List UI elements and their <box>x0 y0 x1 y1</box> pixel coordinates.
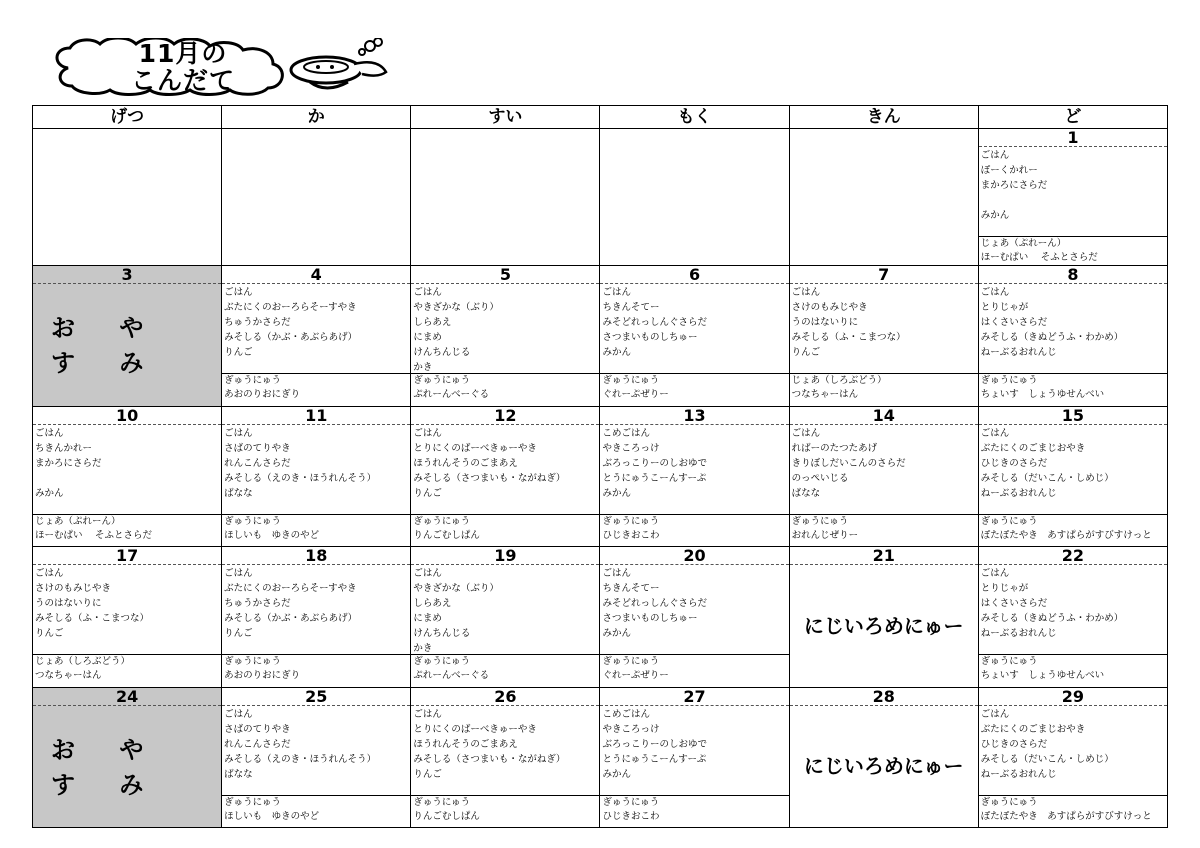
lunch-menu <box>600 565 788 655</box>
menu-item: ごはん <box>980 427 1010 439</box>
lunch-menu <box>600 706 788 796</box>
menu-item: みそしる（かぶ・あぶらあげ） <box>224 332 358 343</box>
menu-item: しらあえ <box>413 317 452 328</box>
lunch-menu <box>222 425 410 515</box>
menu-item: ごはん <box>224 287 253 298</box>
snack-item: りんごむしぱん <box>413 529 480 541</box>
menu-item: みかん <box>980 210 1010 221</box>
day-cell <box>978 406 1167 547</box>
menu-item: ごはん <box>413 427 442 439</box>
snack-menu <box>222 655 410 683</box>
holiday-label: お や す み <box>51 314 162 377</box>
snack-item: ひじきおこわ <box>602 529 660 541</box>
menu-item: かき <box>413 643 433 654</box>
menu-item: ちきんそてー <box>602 583 660 594</box>
menu-item: やきころっけ <box>602 442 660 454</box>
weekday-header: ど <box>978 106 1167 129</box>
empty-day-cell <box>33 129 222 266</box>
title-line-1: 11月の <box>138 39 228 68</box>
snack-item: ひじきおこわ <box>602 810 660 822</box>
menu-item: ごはん <box>602 568 631 579</box>
day-number: 24 <box>33 688 221 706</box>
day-number: 14 <box>790 407 978 425</box>
special-menu-label: にじいろめにゅー <box>803 754 964 778</box>
day-number: 10 <box>33 407 221 425</box>
holiday-label: お や す み <box>51 735 162 799</box>
day-number: 17 <box>33 547 221 565</box>
lunch-menu <box>979 425 1167 515</box>
menu-item: まかろにさらだ <box>980 180 1048 191</box>
menu-item: りんご <box>413 768 442 780</box>
week-row <box>33 266 1168 407</box>
lunch-menu <box>979 706 1167 796</box>
day-cell <box>411 687 600 828</box>
menu-item: りんご <box>224 347 253 358</box>
menu-item: ねーぶるおれんじ <box>980 768 1057 780</box>
snack-menu <box>979 237 1167 265</box>
menu-item: ちきんそてー <box>602 302 660 313</box>
lunch-menu <box>790 425 978 515</box>
snack-item: ぐれーぷぜりー <box>602 389 669 400</box>
menu-item: ごはん <box>224 568 253 579</box>
menu-item: ぶろっこりーのしおゆで <box>602 457 707 469</box>
menu-item: ぶたにくのごまじおやき <box>980 723 1086 735</box>
week-row <box>33 406 1168 547</box>
calendar-body <box>33 129 1168 828</box>
menu-item: にまめ <box>413 613 442 624</box>
lunch-menu <box>33 425 221 515</box>
day-number: 8 <box>979 266 1167 284</box>
snack-item: じょあ（ぷれーん） <box>35 515 121 527</box>
day-cell <box>978 129 1167 266</box>
menu-item: れんこんさらだ <box>224 738 291 750</box>
menu-item: ごはん <box>791 287 821 298</box>
day-cell <box>978 547 1167 688</box>
snack-item: ちょいす しょうゆせんべい <box>980 670 1105 681</box>
day-cell <box>789 547 978 688</box>
menu-item: はくさいさらだ <box>980 598 1048 609</box>
menu-item: ばなな <box>224 487 253 499</box>
menu-item: みそしる（えのき・ほうれんそう） <box>224 472 377 484</box>
menu-item: みそしる（ふ・こまつな） <box>791 332 906 343</box>
snack-item: ぎゅうにゅう <box>224 796 281 808</box>
menu-item: きりぼしだいこんのさらだ <box>791 457 906 469</box>
menu-item: とりじゃが <box>980 583 1029 594</box>
menu-item: りんご <box>791 347 821 358</box>
day-number: 5 <box>411 266 599 284</box>
menu-item: ひじきのさらだ <box>980 457 1048 469</box>
menu-calendar <box>32 105 1168 828</box>
menu-item: みそしる（ふ・こまつな） <box>35 613 150 624</box>
menu-item: れんこんさらだ <box>224 457 291 469</box>
menu-item: ごはん <box>980 150 1010 161</box>
day-number: 18 <box>222 547 410 565</box>
lunch-menu <box>979 284 1167 374</box>
snack-menu <box>600 515 788 543</box>
lunch-menu <box>411 425 599 515</box>
menu-item: ごはん <box>224 427 253 439</box>
day-cell <box>789 266 978 407</box>
menu-item: ごはん <box>980 568 1010 579</box>
menu-item: ぶたにくのおーろらそーすやき <box>224 302 357 313</box>
snack-item: ぎゅうにゅう <box>602 515 660 527</box>
menu-item: みかん <box>602 347 631 358</box>
snack-item: ぎゅうにゅう <box>980 656 1038 667</box>
snack-item: ぐれーぷぜりー <box>602 670 669 681</box>
menu-item: ねーぶるおれんじ <box>980 487 1057 499</box>
day-number: 26 <box>411 688 599 706</box>
snack-menu <box>600 374 788 402</box>
weekday-header: げつ <box>33 106 222 129</box>
menu-item: みそどれっしんぐさらだ <box>602 598 707 609</box>
day-cell <box>33 687 222 828</box>
snack-item: ぎゅうにゅう <box>602 656 660 667</box>
day-cell <box>411 547 600 688</box>
empty-day-cell <box>222 129 411 266</box>
day-number: 21 <box>790 547 978 565</box>
menu-item: ちきんかれー <box>35 442 93 454</box>
lunch-menu <box>222 284 410 374</box>
day-cell <box>33 547 222 688</box>
menu-item: はくさいさらだ <box>980 317 1048 328</box>
snack-menu <box>411 374 599 402</box>
lunch-menu <box>790 284 978 374</box>
lunch-menu <box>600 425 788 515</box>
day-number: 15 <box>979 407 1167 425</box>
menu-item: ごはん <box>413 568 442 579</box>
weekday-header: きん <box>789 106 978 129</box>
snack-item: ぎゅうにゅう <box>791 515 849 527</box>
snack-menu <box>979 374 1167 402</box>
snack-menu <box>222 374 410 402</box>
snack-item: ほしいも ゆきのやど <box>224 529 320 541</box>
day-cell <box>222 687 411 828</box>
day-number: 22 <box>979 547 1167 565</box>
snack-item: ぎゅうにゅう <box>224 515 281 527</box>
day-number: 27 <box>600 688 788 706</box>
snack-menu <box>979 796 1167 824</box>
lunch-menu <box>411 565 599 655</box>
snack-item: ぷれーんべーぐる <box>413 389 490 400</box>
day-cell <box>978 687 1167 828</box>
menu-item: ぽーくかれー <box>980 165 1038 176</box>
day-number: 6 <box>600 266 788 284</box>
menu-item: さけのもみじやき <box>791 302 868 313</box>
lunch-menu <box>411 284 599 374</box>
menu-item: みかん <box>602 487 631 499</box>
snack-item: つなちゃーはん <box>791 389 859 400</box>
week-row <box>33 129 1168 266</box>
menu-item: みそしる（きぬどうふ・わかめ） <box>980 613 1124 624</box>
menu-item: とうにゅうこーんすーぷ <box>602 472 707 484</box>
snack-item: じょあ（しろぶどう） <box>35 656 131 667</box>
day-cell <box>600 687 789 828</box>
day-cell <box>600 406 789 547</box>
empty-day-cell <box>600 129 789 266</box>
snack-menu <box>600 796 788 824</box>
day-number: 19 <box>411 547 599 565</box>
day-cell <box>222 547 411 688</box>
menu-item: みそしる（かぶ・あぶらあげ） <box>224 613 358 624</box>
lunch-menu <box>979 565 1167 655</box>
day-cell <box>600 266 789 407</box>
menu-item: うのはないりに <box>791 317 859 328</box>
snack-menu <box>33 655 221 683</box>
weekday-header: すい <box>411 106 600 129</box>
snack-item: ぽたぽたやき あすぱらがすびすけっと <box>980 810 1152 822</box>
snack-item: ほーむぱい そふとさらだ <box>35 529 153 541</box>
empty-day-cell <box>789 129 978 266</box>
menu-item: ごはん <box>224 708 253 720</box>
menu-item: さけのもみじやき <box>35 583 112 594</box>
snack-item: あおのりおにぎり <box>224 670 301 681</box>
snack-item: ぷれーんべーぐる <box>413 670 490 681</box>
menu-item: ねーぶるおれんじ <box>980 347 1057 358</box>
menu-item: さばのてりやき <box>224 442 291 454</box>
menu-item: にまめ <box>413 332 442 343</box>
menu-item: さつまいものしちゅー <box>602 332 698 343</box>
menu-item: やきざかな（ぶり） <box>413 583 499 594</box>
menu-item: こめごはん <box>602 708 650 720</box>
menu-item: みかん <box>602 628 631 639</box>
menu-item: みそしる（えのき・ほうれんそう） <box>224 753 377 765</box>
snack-item: おれんじぜりー <box>791 529 859 541</box>
menu-item: とうにゅうこーんすーぷ <box>602 753 707 765</box>
snack-item: りんごむしぱん <box>413 810 480 822</box>
snack-item: つなちゃーはん <box>35 670 102 681</box>
lunch-menu <box>411 706 599 796</box>
menu-item: ごはん <box>35 427 64 439</box>
weekday-header-row <box>33 106 1168 129</box>
menu-item: まかろにさらだ <box>35 457 102 469</box>
day-cell <box>33 406 222 547</box>
menu-item <box>981 193 1165 208</box>
snack-menu <box>411 796 599 824</box>
day-number: 12 <box>411 407 599 425</box>
menu-item: みそどれっしんぐさらだ <box>602 317 707 328</box>
menu-item: りんご <box>413 487 442 499</box>
lunch-menu <box>600 284 788 374</box>
menu-item: とりじゃが <box>980 302 1029 313</box>
snack-item: じょあ（しろぶどう） <box>791 375 887 386</box>
special-menu-label: にじいろめにゅー <box>803 613 964 638</box>
snack-item: ぎゅうにゅう <box>980 515 1038 527</box>
snack-item: ぎゅうにゅう <box>980 796 1038 808</box>
menu-item: けんちんじる <box>413 628 471 639</box>
menu-item: ほうれんそうのごまあえ <box>413 738 518 750</box>
snack-menu <box>222 796 410 824</box>
menu-item: けんちんじる <box>413 347 471 358</box>
menu-item: みそしる（さつまいも・ながねぎ） <box>413 753 566 765</box>
menu-item: ひじきのさらだ <box>980 738 1048 750</box>
menu-item: とりにくのばーべきゅーやき <box>413 442 537 454</box>
menu-item: ちゅうかさらだ <box>224 598 291 609</box>
menu-item: ばなな <box>224 768 253 780</box>
menu-item: やきざかな（ぶり） <box>413 302 499 313</box>
day-number: 1 <box>979 129 1167 147</box>
menu-item: ごはん <box>35 568 64 579</box>
snack-item: ぎゅうにゅう <box>413 375 471 386</box>
menu-item: みそしる（きぬどうふ・わかめ） <box>980 332 1124 343</box>
menu-item: しらあえ <box>413 598 452 609</box>
snack-item: ほしいも ゆきのやど <box>224 810 320 822</box>
snack-menu <box>33 515 221 543</box>
menu-item: ごはん <box>602 287 631 298</box>
day-number: 29 <box>979 688 1167 706</box>
empty-day-cell <box>411 129 600 266</box>
menu-item: りんご <box>224 628 253 639</box>
snack-item: ぎゅうにゅう <box>980 375 1038 386</box>
snack-menu <box>411 655 599 683</box>
menu-item: やきころっけ <box>602 723 660 735</box>
day-cell <box>600 547 789 688</box>
day-number: 25 <box>222 688 410 706</box>
day-number: 28 <box>790 688 978 706</box>
day-number: 13 <box>600 407 788 425</box>
menu-item: ぶろっこりーのしおゆで <box>602 738 707 750</box>
snack-menu <box>790 515 978 543</box>
menu-item <box>35 471 219 486</box>
week-row <box>33 547 1168 688</box>
snack-menu <box>600 655 788 683</box>
day-cell <box>222 406 411 547</box>
snack-menu <box>979 655 1167 683</box>
menu-item: ごはん <box>413 708 442 720</box>
day-number: 3 <box>33 266 221 284</box>
menu-item: ればーのたつたあげ <box>791 442 878 454</box>
menu-item: うのはないりに <box>35 598 102 609</box>
day-number: 7 <box>790 266 978 284</box>
menu-item: さばのてりやき <box>224 723 291 735</box>
weekday-header: もく <box>600 106 789 129</box>
pot-icon <box>291 38 386 88</box>
snack-item: ぎゅうにゅう <box>224 375 281 386</box>
snack-item: あおのりおにぎり <box>224 389 301 400</box>
snack-item: ほーむぱい そふとさらだ <box>980 252 1098 263</box>
day-cell <box>411 406 600 547</box>
day-cell <box>978 266 1167 407</box>
menu-item: みそしる（だいこん・しめじ） <box>980 753 1114 765</box>
day-number: 11 <box>222 407 410 425</box>
day-number: 20 <box>600 547 788 565</box>
day-cell <box>789 687 978 828</box>
snack-item: じょあ（ぷれーん） <box>980 238 1067 249</box>
lunch-menu <box>33 565 221 655</box>
snack-item: ちょいす しょうゆせんべい <box>980 389 1105 400</box>
lunch-menu <box>979 147 1167 237</box>
menu-item: ぶたにくのごまじおやき <box>980 442 1086 454</box>
snack-item: ぎゅうにゅう <box>413 656 471 667</box>
menu-item: ばなな <box>791 487 821 499</box>
menu-item: みかん <box>602 768 631 780</box>
menu-item: ごはん <box>980 287 1010 298</box>
title-line-2: こんだて <box>130 66 235 95</box>
page-title <box>78 40 288 98</box>
menu-item: さつまいものしちゅー <box>602 613 698 624</box>
day-cell <box>222 266 411 407</box>
snack-menu <box>222 515 410 543</box>
snack-item: ぎゅうにゅう <box>602 375 660 386</box>
menu-item: ほうれんそうのごまあえ <box>413 457 518 469</box>
menu-item: ごはん <box>980 708 1010 720</box>
menu-item: こめごはん <box>602 427 650 439</box>
week-row <box>33 687 1168 828</box>
day-cell <box>789 406 978 547</box>
snack-item: ぎゅうにゅう <box>413 515 471 527</box>
snack-menu <box>411 515 599 543</box>
day-cell <box>33 266 222 407</box>
menu-item: ねーぶるおれんじ <box>980 628 1057 639</box>
day-number: 4 <box>222 266 410 284</box>
menu-item: ごはん <box>791 427 821 439</box>
menu-item: のっぺいじる <box>791 472 849 484</box>
lunch-menu <box>222 706 410 796</box>
menu-item: りんご <box>35 628 64 639</box>
snack-item: ぎゅうにゅう <box>224 656 281 667</box>
menu-item: とりにくのばーべきゅーやき <box>413 723 537 735</box>
menu-item: みそしる（さつまいも・ながねぎ） <box>413 472 566 484</box>
day-cell <box>411 266 600 407</box>
snack-item: ぽたぽたやき あすぱらがすびすけっと <box>980 529 1152 541</box>
menu-item: みそしる（だいこん・しめじ） <box>980 472 1114 484</box>
menu-item: ぶたにくのおーろらそーすやき <box>224 583 357 594</box>
weekday-header: か <box>222 106 411 129</box>
menu-item: ちゅうかさらだ <box>224 317 291 328</box>
menu-item: かき <box>413 362 433 373</box>
snack-item: ぎゅうにゅう <box>413 796 471 808</box>
snack-menu <box>790 374 978 402</box>
lunch-menu <box>222 565 410 655</box>
menu-item: みかん <box>35 487 64 499</box>
snack-item: ぎゅうにゅう <box>602 796 660 808</box>
snack-menu <box>979 515 1167 543</box>
menu-item: ごはん <box>413 287 442 298</box>
